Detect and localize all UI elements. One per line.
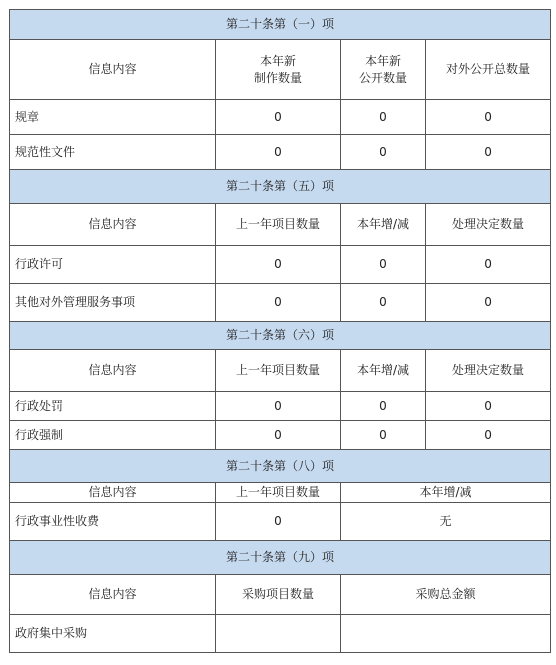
row-label: 行政许可 [10,246,216,284]
cell-value: 0 [216,246,341,284]
cell-value: 0 [426,284,551,322]
column-header: 信息内容 [10,575,216,615]
table-row [10,100,551,135]
table-row [10,246,551,284]
column-header-row [10,575,551,615]
cell-value: 0 [341,392,426,421]
column-header: 信息内容 [10,40,216,100]
column-header: 信息内容 [10,483,216,503]
cell-value: 0 [426,246,551,284]
cell-value: 0 [426,100,551,135]
disclosure-table [9,9,551,653]
column-header-row [10,204,551,246]
table-row [10,392,551,421]
column-header: 采购项目数量 [216,575,341,615]
row-label: 规章 [10,100,216,135]
cell-value [341,615,551,653]
row-label: 其他对外管理服务事项 [10,284,216,322]
cell-value: 0 [216,421,341,450]
cell-value: 0 [216,100,341,135]
table-row [10,615,551,653]
cell-value: 0 [216,503,341,541]
cell-value: 0 [426,421,551,450]
cell-value: 0 [341,284,426,322]
column-header: 信息内容 [10,350,216,392]
row-label: 行政强制 [10,421,216,450]
cell-value [216,615,341,653]
row-label: 政府集中采购 [10,615,216,653]
column-header: 采购总金额 [341,575,551,615]
cell-value: 0 [426,392,551,421]
column-header: 对外公开总数量 [426,40,551,100]
column-header: 本年新 公开数量 [341,40,426,100]
section-header-row [10,10,551,40]
section-title: 第二十条第（六）项 [10,322,551,350]
section-title: 第二十条第（五）项 [10,170,551,204]
cell-value: 0 [216,392,341,421]
column-header-row [10,350,551,392]
disclosure-table-container [9,9,550,653]
cell-value: 0 [216,135,341,170]
column-header: 处理决定数量 [426,350,551,392]
cell-value: 0 [341,421,426,450]
table-row [10,503,551,541]
section-title: 第二十条第（九）项 [10,541,551,575]
cell-value: 0 [426,135,551,170]
column-header: 上一年项目数量 [216,350,341,392]
table-row [10,284,551,322]
column-header: 信息内容 [10,204,216,246]
column-header: 处理决定数量 [426,204,551,246]
column-header: 上一年项目数量 [216,204,341,246]
section-header-row [10,322,551,350]
cell-value: 0 [216,284,341,322]
column-header-row [10,40,551,100]
column-header: 本年增/减 [341,483,551,503]
row-label: 规范性文件 [10,135,216,170]
cell-value: 0 [341,100,426,135]
column-header-row [10,483,551,503]
column-header: 本年增/减 [341,350,426,392]
section-header-row [10,450,551,483]
section-title: 第二十条第（八）项 [10,450,551,483]
column-header: 本年新 制作数量 [216,40,341,100]
column-header: 本年增/减 [341,204,426,246]
cell-value: 0 [341,135,426,170]
section-title: 第二十条第（一）项 [10,10,551,40]
section-header-row [10,541,551,575]
row-label: 行政处罚 [10,392,216,421]
cell-value: 0 [341,246,426,284]
row-label: 行政事业性收费 [10,503,216,541]
column-header: 上一年项目数量 [216,483,341,503]
table-row [10,135,551,170]
table-row [10,421,551,450]
cell-value: 无 [341,503,551,541]
section-header-row [10,170,551,204]
